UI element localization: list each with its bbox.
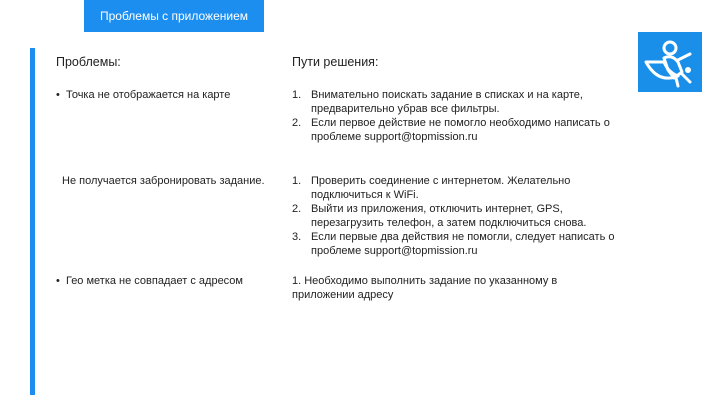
list-item	[292, 202, 614, 216]
solution-list-3	[292, 274, 557, 302]
list-text: Если первые два действия не помогли, следует написать о	[311, 231, 615, 243]
list-text: Если первое действие не помогло необходимо написать о	[311, 117, 610, 129]
list-text: Внимательно поискать задание в списках и на карте,	[311, 89, 583, 101]
page-title-tab	[84, 0, 264, 32]
solution-list-1	[292, 88, 610, 144]
list-item-cont: перезагрузить телефон, а затем подключиться снова.	[311, 217, 587, 229]
list-num: 2.	[292, 203, 302, 215]
problem-3	[56, 274, 243, 288]
list-item-cont: приложении адресу	[292, 289, 394, 301]
list-text: Проверить соединение с интернетом. Желательно	[311, 175, 571, 187]
left-accent-bar	[30, 48, 35, 395]
bullet-dot: •	[56, 89, 66, 101]
list-item-cont: проблеме support@topmission.ru	[311, 245, 478, 257]
list-item	[292, 174, 614, 188]
list-num: 1.	[292, 175, 302, 187]
problem-1-text: Точка не отображается на карте	[65, 89, 231, 101]
problem-1	[56, 88, 230, 102]
list-item-cont: предварительно убрав все фильтры.	[311, 103, 500, 115]
list-item-cont: проблеме support@topmission.ru	[311, 131, 478, 143]
bullet-dot: •	[56, 275, 66, 287]
problem-2: Не получается забронировать задание.	[62, 175, 265, 187]
logo	[638, 32, 702, 92]
list-item	[292, 88, 610, 102]
solution-list-2	[292, 174, 614, 258]
list-item	[292, 116, 610, 130]
solutions-header: Пути решения:	[292, 55, 379, 69]
list-item-cont: подключиться к WiFi.	[311, 189, 419, 201]
list-num: 3.	[292, 231, 302, 243]
list-num: 1.	[292, 89, 302, 101]
list-item: 1. Необходимо выполнить задание по указанному в	[292, 275, 558, 287]
problem-3-text: Гео метка не совпадает с адресом	[65, 275, 243, 287]
list-text: Выйти из приложения, отключить интернет, GPS,	[311, 203, 563, 215]
page-title: Проблемы с приложением	[99, 9, 249, 23]
superhero-icon	[638, 32, 702, 92]
list-item	[292, 230, 614, 244]
list-num: 2.	[292, 117, 302, 129]
problems-header: Проблемы:	[56, 55, 121, 69]
